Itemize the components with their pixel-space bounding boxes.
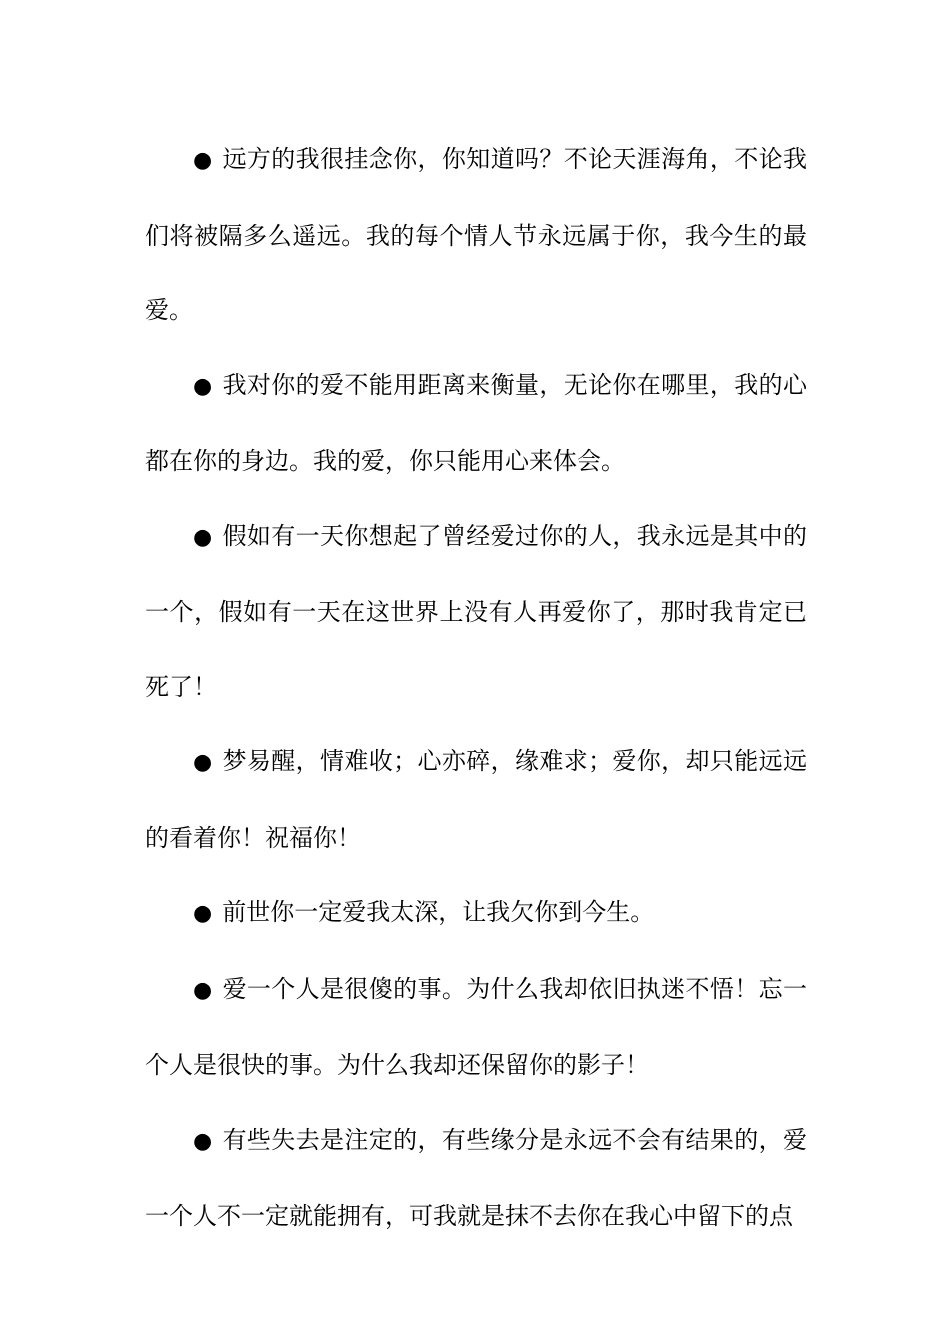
bullet-icon: ● [193, 524, 213, 550]
paragraph-6 [145, 952, 807, 1103]
paragraph-3 [145, 499, 807, 725]
paragraph-1 [145, 122, 807, 348]
bullet-icon: ● [193, 750, 213, 775]
paragraph-text: 假如有一天你想起了曾经爱过你的人，我永远是其中的一个，假如有一天在这世界上没有人再爱你了，那时我肯定已死了！ [145, 521, 807, 701]
bullet-icon: ● [193, 373, 213, 399]
bullet-icon: ● [193, 1128, 213, 1154]
paragraph-7 [145, 1103, 807, 1254]
document-page [145, 122, 807, 1254]
paragraph-text: 有些失去是注定的，有些缘分是永远不会有结果的，爱一个人不一定就能拥有，可我就是抹不去你在我心中留下的点 [145, 1125, 807, 1230]
bullet-icon: ● [193, 901, 213, 926]
bullet-icon: ● [193, 977, 213, 1003]
paragraph-text: 梦易醒，情难收；心亦碎，缘难求；爱你，却只能远远的看着你！祝福你！ [145, 747, 807, 852]
paragraph-4 [145, 724, 807, 875]
paragraph-5 [145, 875, 807, 952]
paragraph-text: 爱一个人是很傻的事。为什么我却依旧执迷不悟！忘一个人是很快的事。为什么我却还保留你的影子！ [145, 974, 807, 1079]
paragraph-text: 远方的我很挂念你，你知道吗？不论天涯海角，不论我们将被隔多么遥远。我的每个情人节永远属于你，我今生的最爱。 [145, 145, 807, 324]
bullet-icon: ● [193, 148, 213, 173]
paragraph-2 [145, 348, 807, 499]
paragraph-text: 前世你一定爱我太深，让我欠你到今生。 [222, 898, 655, 926]
paragraph-text: 我对你的爱不能用距离来衡量，无论你在哪里，我的心都在你的身边。我的爱，你只能用心来体会。 [145, 370, 807, 475]
